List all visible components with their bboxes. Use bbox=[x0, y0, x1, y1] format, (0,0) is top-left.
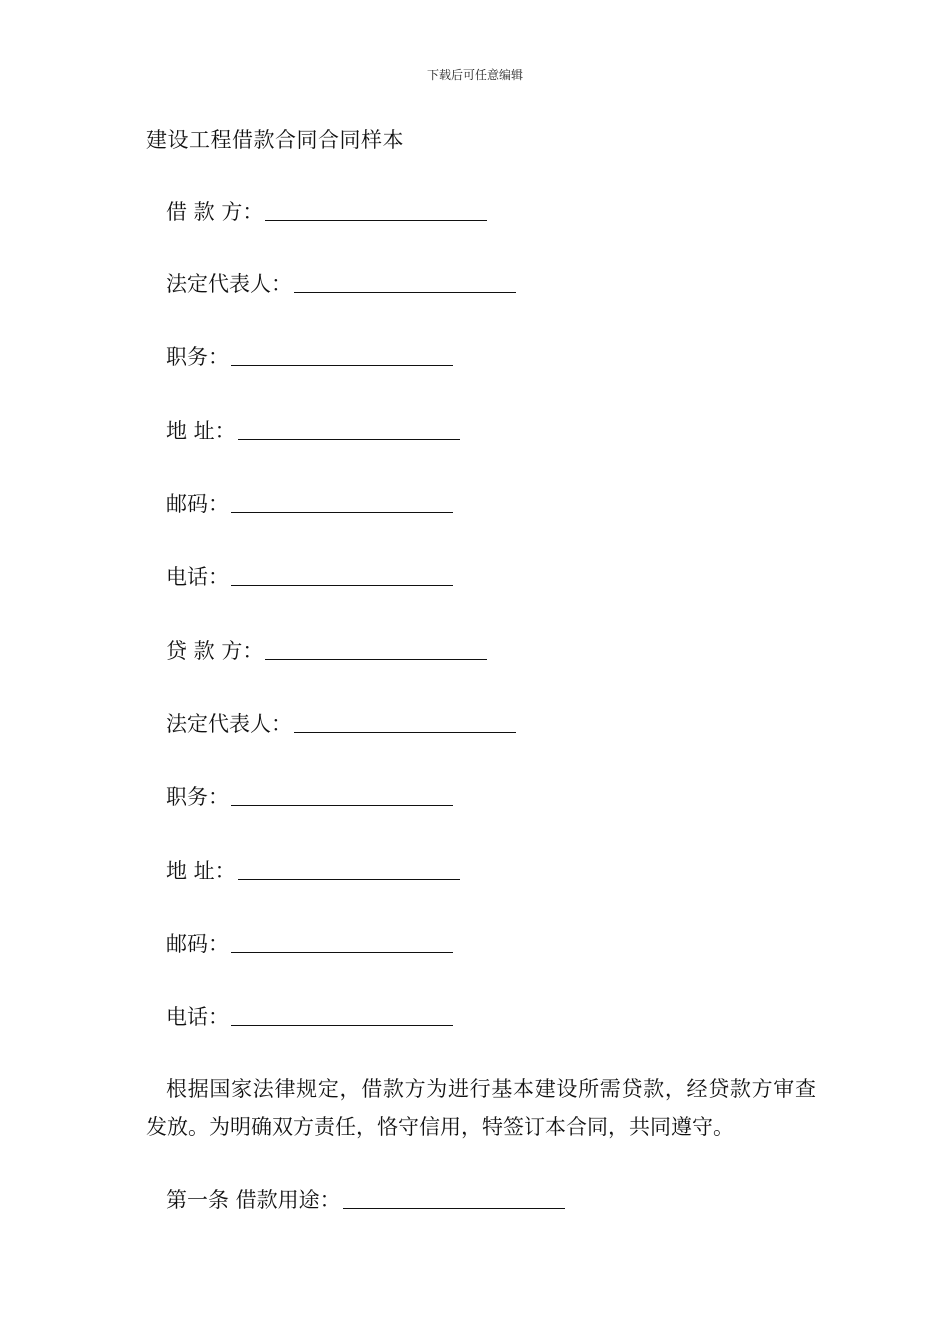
lender-phone-blank[interactable] bbox=[231, 1005, 453, 1026]
borrower-phone-blank[interactable] bbox=[231, 565, 453, 586]
borrower-party-label: 借 款 方： bbox=[166, 200, 264, 224]
borrower-legal-rep-field bbox=[166, 268, 516, 298]
lender-party-label: 贷 款 方： bbox=[166, 639, 264, 663]
header-note: 下载后可任意编辑 bbox=[426, 68, 523, 82]
borrower-phone-label: 电话： bbox=[166, 565, 229, 589]
lender-legal-rep-label: 法定代表人： bbox=[166, 712, 292, 736]
lender-address-field bbox=[166, 855, 460, 885]
intro-paragraph: 根据国家法律规定，借款方为进行基本建设所需贷款，经贷款方审查发放。为明确双方责任，恪守信用，特签订本合同，共同遵守。 bbox=[146, 1077, 816, 1139]
lender-party-blank[interactable] bbox=[265, 639, 487, 660]
borrower-position-blank[interactable] bbox=[231, 345, 453, 366]
lender-phone-field bbox=[166, 1001, 453, 1031]
lender-position-label: 职务： bbox=[166, 785, 229, 809]
article1-field bbox=[166, 1184, 565, 1214]
borrower-legal-rep-blank[interactable] bbox=[294, 272, 516, 293]
lender-legal-rep-blank[interactable] bbox=[294, 712, 516, 733]
lender-legal-rep-field bbox=[166, 708, 516, 738]
borrower-position-field bbox=[166, 341, 453, 371]
document-title: 建设工程借款合同合同样本 bbox=[146, 128, 404, 152]
lender-postcode-field bbox=[166, 928, 453, 958]
article1-label: 第一条 借款用途： bbox=[166, 1188, 341, 1212]
lender-party-field bbox=[166, 635, 487, 665]
lender-position-blank[interactable] bbox=[231, 785, 453, 806]
borrower-party-blank[interactable] bbox=[265, 200, 487, 221]
borrower-address-field bbox=[166, 415, 460, 445]
borrower-legal-rep-label: 法定代表人： bbox=[166, 272, 292, 296]
lender-position-field bbox=[166, 781, 453, 811]
borrower-phone-field bbox=[166, 561, 453, 591]
borrower-postcode-blank[interactable] bbox=[231, 492, 453, 513]
borrower-position-label: 职务： bbox=[166, 345, 229, 369]
borrower-postcode-field bbox=[166, 488, 453, 518]
lender-phone-label: 电话： bbox=[166, 1005, 229, 1029]
lender-address-blank[interactable] bbox=[238, 859, 460, 880]
borrower-address-blank[interactable] bbox=[238, 419, 460, 440]
lender-address-label: 地 址： bbox=[166, 859, 236, 883]
article1-blank[interactable] bbox=[343, 1188, 565, 1209]
borrower-address-label: 地 址： bbox=[166, 419, 236, 443]
borrower-party-field bbox=[166, 196, 487, 226]
borrower-postcode-label: 邮码： bbox=[166, 492, 229, 516]
lender-postcode-blank[interactable] bbox=[231, 932, 453, 953]
lender-postcode-label: 邮码： bbox=[166, 932, 229, 956]
